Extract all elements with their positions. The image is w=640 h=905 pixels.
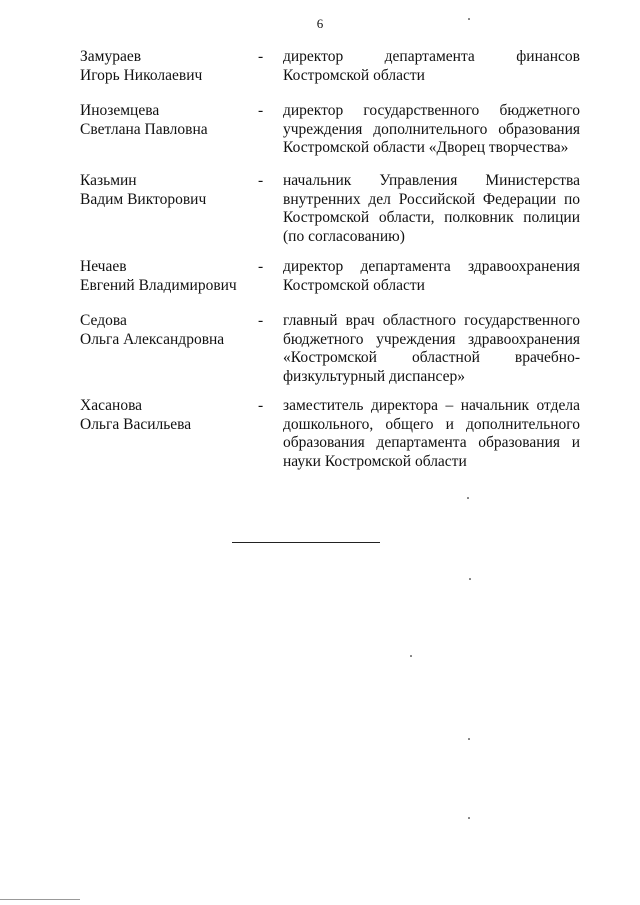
dash: - (258, 102, 264, 119)
dash: - (258, 312, 264, 329)
position-description (283, 48, 580, 85)
description-line: директор государственного бюджетного (283, 102, 580, 119)
description-line: директор департамента здравоохранения (283, 258, 580, 275)
surname: Хасанова (80, 397, 143, 414)
description-line: «Костромской областной врачебно- (283, 349, 580, 366)
given-name: Ольга Александровна (80, 330, 225, 348)
given-name: Игорь Николаевич (80, 66, 203, 84)
surname: Иноземцева (80, 102, 160, 119)
description-line: учреждения дополнительного образования (283, 120, 580, 138)
surname: Нечаев (80, 258, 127, 275)
scan-edge-mark (0, 899, 80, 900)
description-line: Костромской области (283, 66, 425, 84)
page-number: 6 (316, 16, 324, 31)
person-name (80, 258, 250, 295)
dash: - (258, 172, 264, 189)
given-name: Евгений Владимирович (80, 276, 237, 294)
scan-speck (468, 817, 470, 819)
given-name: Ольга Васильева (80, 415, 192, 433)
person-name (80, 312, 250, 349)
surname: Замураев (80, 48, 142, 65)
surname: Седова (80, 312, 127, 329)
description-line: физкультурный диспансер» (283, 367, 465, 385)
description-line: заместитель директора – начальник отдела (283, 397, 580, 414)
given-name: Светлана Павловна (80, 120, 208, 138)
description-line: внутренних дел Российской Федерации по (283, 190, 580, 208)
scan-speck (468, 18, 470, 20)
description-line: образования департамента образования и (283, 434, 580, 451)
position-description (283, 397, 580, 471)
person-name (80, 102, 250, 139)
description-line: Костромской области (283, 276, 425, 294)
dash: - (258, 48, 264, 65)
surname: Казьмин (80, 172, 137, 189)
description-line: главный врач областного государственного (283, 312, 580, 329)
position-description (283, 102, 580, 158)
scan-speck (410, 655, 412, 657)
person-name (80, 397, 250, 434)
dash: - (258, 397, 264, 414)
person-name (80, 172, 250, 209)
position-description (283, 312, 580, 386)
position-description (283, 258, 580, 295)
separator-line (232, 542, 380, 543)
scan-speck (468, 738, 470, 740)
position-description (283, 172, 580, 246)
description-line: (по согласованию) (283, 227, 405, 245)
scan-speck (467, 497, 469, 499)
description-line: директор департамента финансов (283, 48, 580, 65)
description-line: дошкольного, общего и дополнительного (283, 415, 580, 433)
scan-speck (469, 578, 471, 580)
description-line: бюджетного учреждения здравоохранения (283, 330, 580, 348)
description-line: начальник Управления Министерства (283, 172, 580, 189)
person-name (80, 48, 250, 85)
description-line: Костромской области «Дворец творчества» (283, 139, 569, 156)
given-name: Вадим Викторович (80, 190, 207, 208)
description-line: Костромской области, полковник полиции (283, 209, 580, 226)
description-line: науки Костромской области (283, 452, 467, 470)
dash: - (258, 258, 264, 275)
